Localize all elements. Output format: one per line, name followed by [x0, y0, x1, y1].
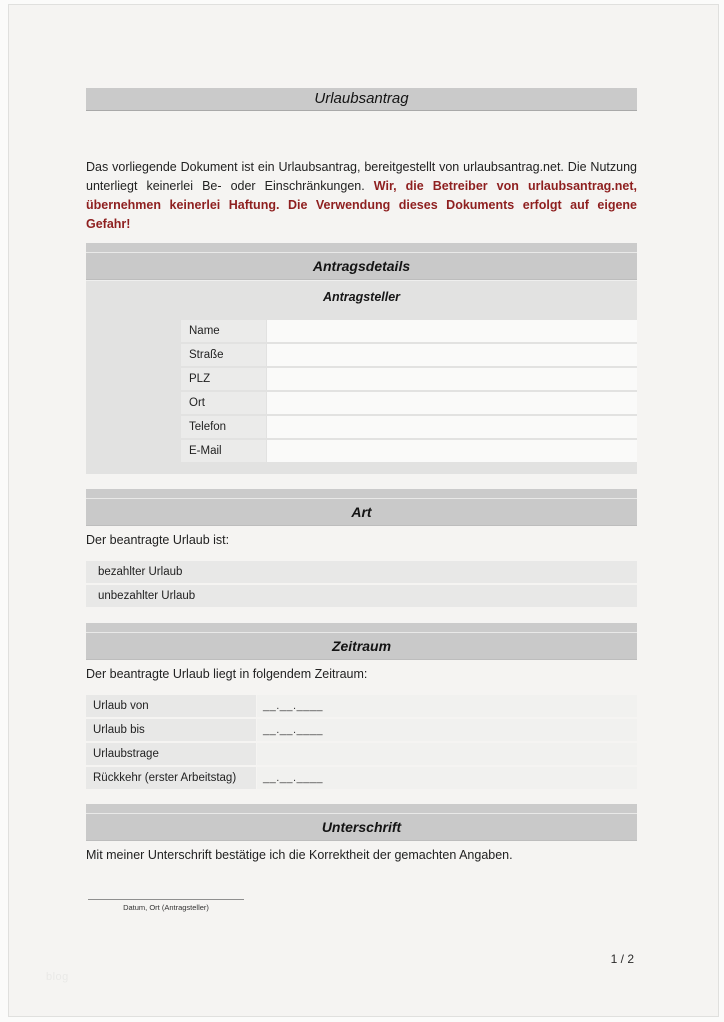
table-row — [86, 719, 637, 741]
antragsteller-fields-table — [181, 320, 637, 462]
table-row — [86, 767, 637, 789]
art-options — [86, 561, 637, 607]
table-row — [181, 368, 637, 390]
field-value-ort[interactable] — [267, 392, 637, 414]
section-heading-art: Art — [86, 499, 637, 526]
signature-area — [88, 899, 244, 912]
field-label-plz: PLZ — [181, 368, 266, 390]
signature-caption: Datum, Ort (Antragsteller) — [123, 903, 209, 912]
section-header-strip — [86, 243, 637, 253]
field-label-name: Name — [181, 320, 266, 342]
intro-text: Das vorliegende Dokument ist ein Urlaubsantrag, bereitgestellt von urlaubsantrag.net. Die Nutzung unterliegt keinerlei Be- oder Einschränkungen. — [86, 160, 637, 193]
field-value-strasse[interactable] — [267, 344, 637, 366]
page-number: 1 / 2 — [610, 952, 634, 966]
field-label-strasse: Straße — [181, 344, 266, 366]
intro-warning-text: Wir, die Betreiber von urlaubsantrag.net, übernehmen keinerlei Haftung. Die Verwendung dieses Dokuments erfolgt auf eigene Gefahr! — [86, 179, 637, 231]
section-header-art — [86, 489, 637, 526]
option-bezahlter-urlaub[interactable]: bezahlter Urlaub — [86, 561, 637, 583]
field-label-email: E-Mail — [181, 440, 266, 462]
field-label-ort: Ort — [181, 392, 266, 414]
table-row — [181, 344, 637, 366]
document-page — [8, 4, 719, 1017]
field-value-rueckkehr[interactable]: __.__.____ — [257, 767, 637, 789]
section-header-unterschrift — [86, 804, 637, 841]
field-label-urlaubstrage: Urlaubstrage — [86, 743, 256, 765]
document-title: Urlaubsantrag — [314, 90, 409, 107]
section-header-strip — [86, 804, 637, 814]
zeitraum-intro-text: Der beantragte Urlaub liegt in folgendem Zeitraum: — [86, 667, 368, 681]
field-value-name[interactable] — [267, 320, 637, 342]
table-row — [86, 695, 637, 717]
zeitraum-table — [86, 695, 637, 789]
section-heading-zeitraum: Zeitraum — [86, 633, 637, 660]
field-value-email[interactable] — [267, 440, 637, 462]
field-label-rueckkehr: Rückkehr (erster Arbeitstag) — [86, 767, 256, 789]
section-header-zeitraum — [86, 623, 637, 660]
document-title-bar — [86, 88, 637, 111]
table-row — [86, 743, 637, 765]
field-value-urlaub-bis[interactable]: __.__.____ — [257, 719, 637, 741]
blog-watermark: blog — [46, 971, 69, 983]
field-label-urlaub-von: Urlaub von — [86, 695, 256, 717]
unterschrift-text: Mit meiner Unterschrift bestätige ich die Korrektheit der gemachten Angaben. — [86, 848, 513, 862]
field-value-telefon[interactable] — [267, 416, 637, 438]
section-header-antragsdetails — [86, 243, 637, 280]
table-row — [181, 392, 637, 414]
table-row — [181, 416, 637, 438]
art-intro-text: Der beantragte Urlaub ist: — [86, 533, 230, 547]
table-row — [181, 440, 637, 462]
option-unbezahlter-urlaub[interactable]: unbezahlter Urlaub — [86, 585, 637, 607]
signature-line[interactable] — [88, 899, 244, 900]
field-value-urlaubstrage[interactable] — [257, 743, 637, 765]
document-content — [86, 88, 637, 966]
field-value-urlaub-von[interactable]: __.__.____ — [257, 695, 637, 717]
field-label-telefon: Telefon — [181, 416, 266, 438]
field-label-urlaub-bis: Urlaub bis — [86, 719, 256, 741]
section-heading-antragsdetails: Antragsdetails — [86, 253, 637, 280]
table-row — [181, 320, 637, 342]
section-heading-unterschrift: Unterschrift — [86, 814, 637, 841]
section-header-strip — [86, 489, 637, 499]
subsection-heading-antragsteller: Antragsteller — [322, 290, 401, 304]
section-header-strip — [86, 623, 637, 633]
antragsteller-block — [86, 280, 637, 474]
field-value-plz[interactable] — [267, 368, 637, 390]
intro-paragraph — [86, 158, 637, 234]
